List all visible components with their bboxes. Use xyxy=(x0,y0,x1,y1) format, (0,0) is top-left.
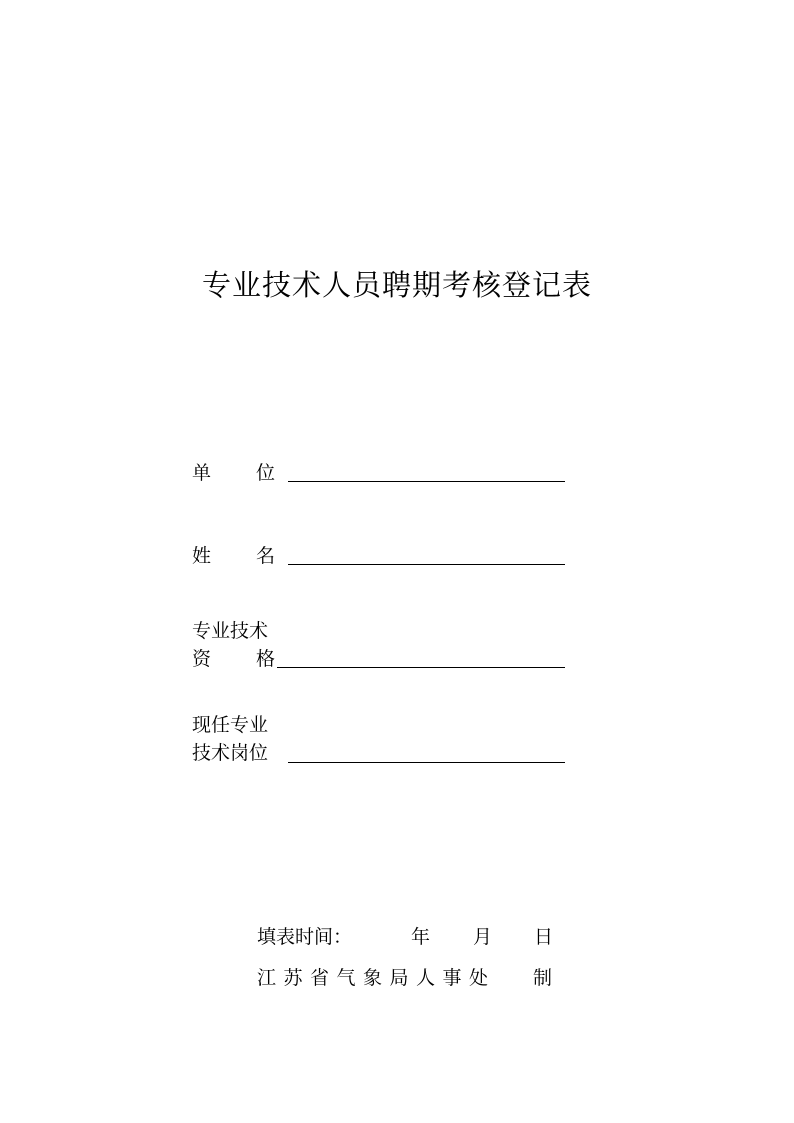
name-label-char2: 名 xyxy=(256,545,276,567)
position-label-line2: 技术岗位 xyxy=(192,742,269,764)
qualification-field-line[interactable] xyxy=(277,667,565,668)
position-label-line1: 现任专业 xyxy=(192,714,269,736)
unit-label-char2: 位 xyxy=(256,462,276,484)
name-field-line[interactable] xyxy=(288,564,565,565)
month-label: 月 xyxy=(473,926,493,948)
unit-label-char1: 单 xyxy=(192,462,212,484)
position-field-line[interactable] xyxy=(288,762,565,763)
name-label-char1: 姓 xyxy=(192,545,212,567)
made-label: 制 xyxy=(533,967,553,989)
qualification-label-char2: 格 xyxy=(256,648,276,670)
year-label: 年 xyxy=(411,926,431,948)
qualification-label-line1: 专业技术 xyxy=(192,620,269,642)
day-label: 日 xyxy=(534,926,554,948)
issuer-label: 江苏省气象局人事处 xyxy=(257,967,496,989)
fill-time-label: 填表时间： xyxy=(257,926,353,948)
qualification-label-char1: 资 xyxy=(192,648,212,670)
unit-field-line[interactable] xyxy=(288,481,565,482)
page-title: 专业技术人员聘期考核登记表 xyxy=(201,268,592,302)
